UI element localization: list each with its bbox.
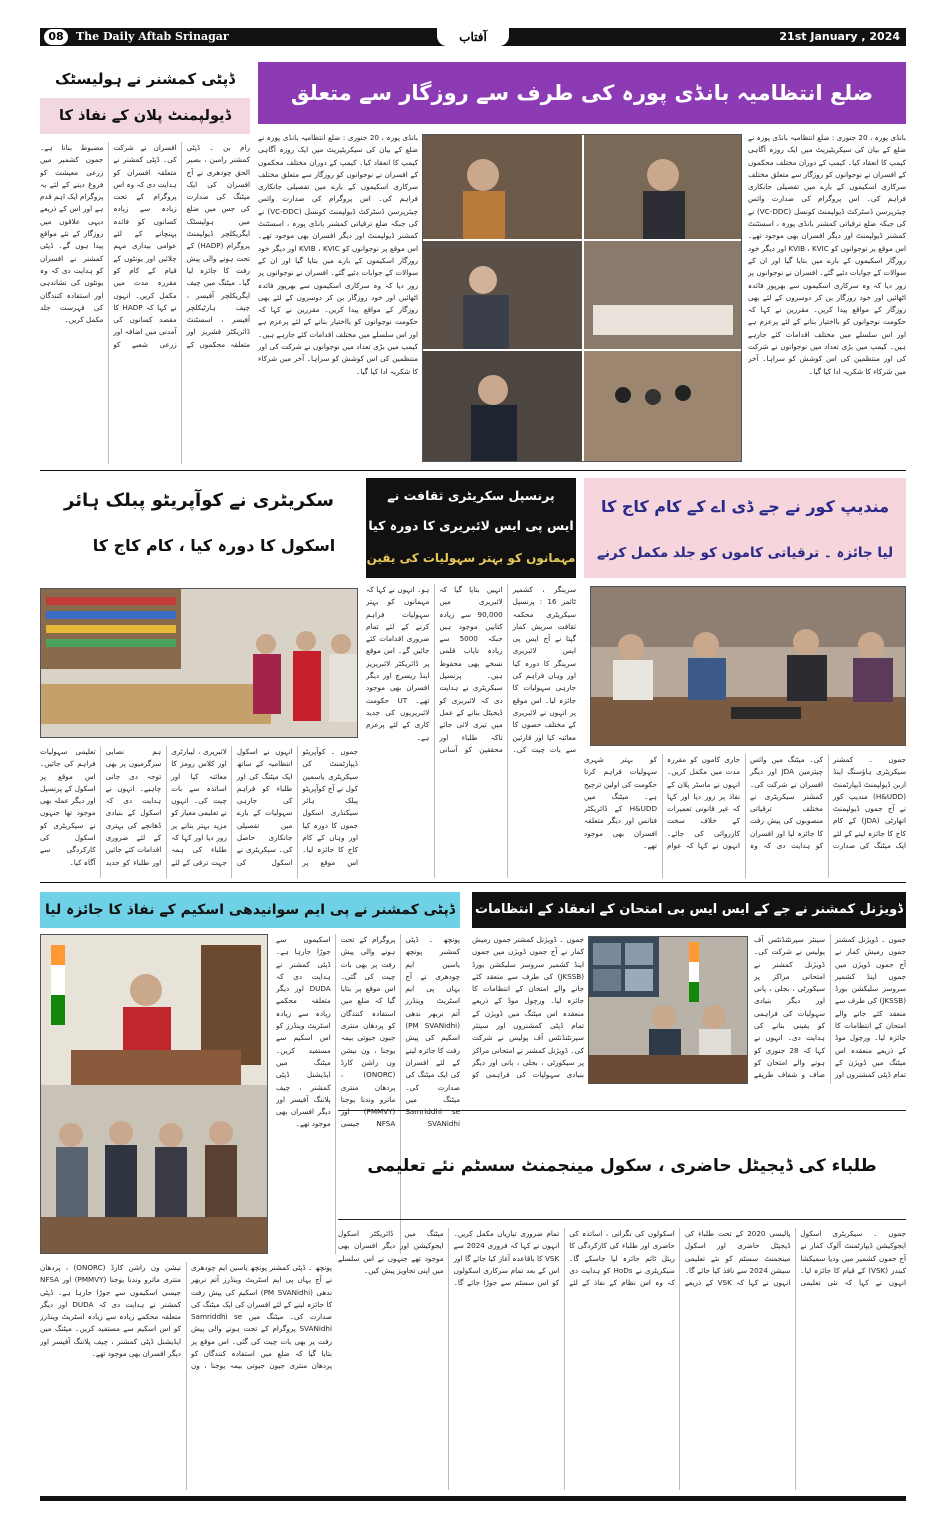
article-library-headline-2: ایس پی ایس لائبریری کا دورہ کیا	[368, 518, 574, 533]
article-vsk	[338, 1100, 906, 1492]
article-bandipora-headline: ضلع انتظامیہ بانڈی پورہ کی طرف سے روزگار سے متعلق	[258, 62, 906, 124]
issue-date: 21st January , 2024	[779, 30, 900, 43]
article-library-headline-3: مہمانوں کو بہتر سہولیات کی یقین	[366, 551, 576, 565]
article-bandipora-body-right: بانڈی پورہ ، 20 جنوری : ضلع انتظامیہ بانڈی پورہ نے ضلع کے بیان کی سیکریٹیریٹ میں ایک روزہ آگاہی کیمپ کا انعقاد کیا۔ کیمپ کے دوران مختلف محکموں کے افسران نے نوجوانوں کو روزگار سے متعلق مختلف سرکاری اسکیموں کے بارے میں تفصیلی جانکاری فراہم کی۔ اس پروگرام کی صدارت وائس چیئرپرسن ڈسٹرکٹ ڈیولپمنٹ کونسل (VC-DDC) نے کی جبکہ ضلع ترقیاتی کمشنر بانڈی پورہ ، اسسٹنٹ کمشنر ڈیولپمنٹ اور دیگر افسران بھی موجود تھے۔ اس موقع پر نوجوانوں کو KVIB ، KVIC اور دیگر خود روزگار اسکیموں کے بارے میں بتایا گیا اور ان کے سوالات کے جوابات دئیے گئے۔ افسران نے نوجوانوں پر زور دیا کہ وہ سرکاری اسکیموں سے بھرپور فائدہ اٹھائیں اور خود روزگار بن کر دوسروں کے لئے بھی روزگار کے مواقع پیدا کریں۔ مقررین نے کہا کہ حکومت نوجوانوں کو بااختیار بنانے کے لئے پرعزم ہے اور اس سلسلے میں مختلف اقدامات کئے جارہے ہیں۔ کیمپ میں بڑی تعداد میں نوجوانوں نے شرکت کی اور منتظمین کی اس کوشش کو سراہا۔ آخر میں شرکاء کا شکریہ ادا کیا گیا۔	[748, 133, 906, 376]
article-jkssb-exam	[472, 892, 906, 1092]
article-jkssb-headline: ڈویژنل کمشنر نے جے کے ایس ایس بی امتحان کے انعقاد کے انتظامات	[472, 892, 906, 928]
article-jda-body: جموں ۔ کمشنر سیکریٹری ہاؤسنگ اینڈ اربن ڈیولپمنٹ ڈیپارٹمنٹ (H&UDD) مندیپ کور نے آج جموں ڈیولپمنٹ اتھارٹی (JDA) کے کام کاج کا جائزہ لینے کے لئے ایک میٹنگ کی صدارت کی۔ میٹنگ میں وائس چیئرمین JDA اور دیگر افسران نے شرکت کی۔ کمشنر سیکریٹری نے مختلف ترقیاتی منصوبوں کی پیش رفت کا جائزہ لیا اور افسران کو ہدایت دی کہ وہ جاری کاموں کو مقررہ مدت میں مکمل کریں۔ انہوں نے ماسٹر پلان کے نفاذ پر زور دیا اور کہا کہ غیر قانونی تعمیرات کے خلاف سخت کارروائی کی جائے۔ انہوں نے کہا کہ عوام کو بہتر شہری سہولیات فراہم کرنا حکومت کی اولین ترجیح ہے۔ میٹنگ میں H&UDD کے ڈائریکٹر فنانس اور دیگر متعلقہ افسران بھی موجود تھے۔	[584, 755, 906, 851]
paper-logo: آفتاب	[437, 28, 509, 46]
article-school-headline-2: اسکول کا دورہ کیا ، کام کاج کا	[92, 536, 336, 555]
photo-svanidhi-meeting	[40, 934, 268, 1254]
photo-jkssb-image	[589, 937, 748, 1084]
article-school-headline-1: سکریٹری نے کوآپریٹو پبلک ہائر	[64, 490, 334, 511]
article-vsk-headline: طلباء کی ڈیجیٹل حاضری ، سکول مینجمنٹ سسٹم نئے تعلیمی	[338, 1110, 906, 1220]
article-jda-headline-box	[584, 478, 906, 578]
photo-jda-image	[591, 587, 906, 746]
article-hadp	[40, 62, 250, 466]
article-jkssb-body-b: جموں ۔ ڈویژنل کمشنر جموں رمیش کمار نے آج جموں ڈویژن میں جموں اینڈ کشمیر سروسز سلیکشن بورڈ (JKSSB) کی طرف سے منعقد کئے جانے والے امتحان کے انتظامات کا جائزہ لیا۔ ورچول موڈ کے ذریعے منعقدہ اس میٹنگ میں ڈویژن کے تمام ڈپٹی کمشنروں اور سینئر سپرنٹنڈنٹس آف پولیس نے شرکت کی۔ ڈویژنل کمشنر نے امتحانی مراکز پر سیکورٹی ، بجلی ، پانی اور دیگر بنیادی سہولیات کی فراہمی کو یقینی بنانے کی ہدایت دی۔ انہوں نے کہا کہ 28 جنوری کو ہونے والے امتحان کو صاف و شفاف طریقے	[754, 935, 906, 1080]
article-cooperative-school	[40, 478, 358, 878]
article-svanidhi-headline: ڈپٹی کمشنر نے پی ایم سوانیدھی اسکیم کے نفاذ کا جائزہ لیا	[40, 892, 460, 928]
masthead-bar	[40, 28, 906, 46]
page-number: 08	[44, 29, 68, 45]
article-library-headline-box	[366, 478, 576, 578]
article-jda-headline-1: مندیپ کور نے جے ڈی اے کے کام کاج کا	[600, 497, 890, 516]
article-hadp-body: رام بن ۔ ڈپٹی کمشنر رامبن ، بصیر الحق چودھری نے آج افسران کی ایک میٹنگ کی صدارت کی جس میں ضلع میں ہولیسٹک ایگریکلچر ڈیولپمنٹ پروگرام (HADP) کے تحت ہونے والی پیش رفت کا جائزہ لیا گیا۔ میٹنگ میں چیف ایگریکلچر آفیسر ، چیف ہارٹیکلچر آفیسر ، اسسٹنٹ ڈائریکٹر فشریز اور متعلقہ محکموں کے افسران نے شرکت کی۔ ڈپٹی کمشنر نے متعلقہ افسران کو ہدایت دی کہ وہ اس پروگرام کے تحت زیادہ سے زیادہ کسانوں کو فائدہ پہنچانے کے لئے عوامی بیداری مہم چلائیں اور یونٹوں کے قیام کے کام کو مقررہ مدت میں مکمل کریں۔ انہوں نے کہا کہ HADP کا مقصد کسانوں کی آمدنی میں اضافہ اور زرعی شعبے کو مضبوط بنانا ہے۔ جموں کشمیر میں زرعی معیشت کو فروغ دینے کے لئے یہ پروگرام ایک اہم قدم ہے اور اس کے ذریعے دیہی علاقوں میں روزگار کے نئے مواقع پیدا ہوں گے۔ ڈپٹی کمشنر نے افسران کو ہدایت دی کہ وہ یونٹوں کی نشاندہی اور استفادہ کنندگان کی فہرست جلد مکمل کریں۔	[40, 143, 250, 349]
paper-name: The Daily Aftab Srinagar	[76, 30, 229, 43]
article-library-headline-1: پرنسپل سکریٹری ثقافت نے	[387, 488, 555, 503]
article-library-body: سرینگر ، کشمیر ٹائمز 16 : پرنسپل سیکریٹری محکمہ ثقافت سریش کمار گپتا نے آج ایس پی ایس لائبریری سرینگر کا دورہ کیا اور وہاں فراہم کی جارہی سہولیات کا جائزہ لیا۔ اس موقع پر انہوں نے لائبریری کے مختلف حصوں کا معائنہ کیا اور قارئین سے بات چیت کی۔ انہیں بتایا گیا کہ لائبریری میں 90,000 سے زیادہ کتابیں موجود ہیں جبکہ 5000 سے زیادہ نایاب قلمی نسخے بھی محفوظ ہیں۔ پرنسپل سیکریٹری نے ہدایت دی کہ لائبریری کو ڈیجیٹل بنانے کے عمل میں تیزی لائی جائے تاکہ طلباء اور محققین کو آسانی ہو۔ انہوں نے کہا کہ مہمانوں کو بہتر سہولیات فراہم کرنے کے لئے تمام ضروری اقدامات کئے جائیں گے۔ اس موقع پر ڈائریکٹر لائبریریز اینڈ ریسرچ اور دیگر افسران بھی موجود تھے۔ UT حکومت لائبریریوں کی جدید کاری کے لئے پرعزم ہے۔	[366, 585, 576, 754]
article-jda-headline-2: لیا جائزہ ۔ ترقیاتی کاموں کو جلد مکمل کرنے	[596, 545, 894, 561]
article-bandipora-camp	[258, 62, 906, 466]
article-hadp-headline-1: ڈپٹی کمشنر نے ہولیسٹک	[55, 70, 235, 88]
photo-bandipora-camp	[422, 134, 742, 462]
article-attendance-body-left: پونچھ ۔ ڈپٹی کمشنر پونچھ یاسین ایم چودھری نے آج یہاں پی ایم اسٹریٹ وینڈرز آتم نربھر ندھی (PM SVANidhi) اسکیم کی پیش رفت کا جائزہ لینے کے لئے افسران کی ایک میٹنگ کی صدارت کی۔ میٹنگ میں Samriddhi se SVANidhi پروگرام کے تحت ہونے والی پیش رفت پر بھی بات چیت کی گئی۔ اس موقع پر بتایا گیا کہ ضلع میں استفادہ کنندگان کو پردھان منتری جیون جیوتی بیمہ یوجنا ، ون نیشن ون راشن کارڈ (ONORC) ، پردھان منتری ماترو وندنا یوجنا (PMMVY) اور NFSA جیسی اسکیموں سے جوڑا جارہا ہے۔ ڈپٹی کمشنر نے ہدایت دی کہ DUDA اور دیگر متعلقہ محکمے زیادہ سے زیادہ اسٹریٹ وینڈرز کو اس اسکیم سے مستفید کریں۔ میٹنگ میں ایڈیشنل ڈپٹی کمشنر ، چیف پلاننگ آفیسر اور دیگر افسران بھی موجود تھے۔	[40, 1263, 332, 1371]
divider-2	[40, 882, 906, 883]
article-sps-library	[366, 478, 576, 878]
divider-1	[40, 470, 906, 471]
photo-jkssb-meeting	[588, 936, 748, 1084]
article-school-body: جموں ۔ کوآپریٹو ڈیپارٹمنٹ کی سیکریٹری یاسمین کول نے آج کوآپریٹو پبلک ہائر سیکنڈری اسکول جموں کا دورہ کیا اور وہاں کے کام کاج کا جائزہ لیا۔ اس موقع پر انہوں نے اسکول انتظامیہ کے ساتھ ایک میٹنگ کی اور طلباء کو فراہم کی جارہی سہولیات کے بارے میں تفصیلی جانکاری حاصل کی۔ سیکریٹری نے اسکول کی لائبریری ، لیبارٹری اور کلاس رومز کا معائنہ کیا اور اساتذہ سے بات چیت کی۔ انہوں نے تعلیمی معیار کو مزید بہتر بنانے پر زور دیا اور کہا کہ طلباء کی ہمہ جہت ترقی کے لئے ہم نصابی سرگرمیوں پر بھی توجہ دی جانی چاہیے۔ انہوں نے ہدایت دی کہ اسکول کے بنیادی ڈھانچے کی بہتری کے لئے ضروری اقدامات کئے جائیں اور طلباء کو جدید تعلیمی سہولیات فراہم کی جائیں۔ اس موقع پر اسکول کے پرنسپل اور دیگر عملہ بھی موجود تھا جنہوں نے سیکریٹری کو اسکول کی کارکردگی سے آگاہ کیا۔	[40, 747, 358, 867]
photo-jda-meeting	[590, 586, 906, 746]
article-jkssb-body-a: جموں ۔ ڈویژنل کمشنر جموں رمیش کمار نے آج جموں ڈویژن میں جموں اینڈ کشمیر سروسز سلیکشن بورڈ (JKSSB) کی طرف سے منعقد کئے جانے والے امتحان کے انتظامات کا جائزہ لیا۔ ورچول موڈ کے ذریعے منعقدہ اس میٹنگ میں ڈویژن کے تمام ڈپٹی کمشنروں اور سینئر سپرنٹنڈنٹس آف پولیس نے شرکت کی۔ ڈویژنل کمشنر نے امتحانی مراکز پر سیکورٹی ، بجلی ، پانی اور دیگر بنیادی سہولیات کی فراہمی کو	[472, 935, 584, 1080]
article-hadp-headline-2: ڈیولپمنٹ پلان کے نفاذ کا	[40, 98, 250, 134]
photo-school-visit	[40, 588, 358, 738]
photo-svanidhi-image	[41, 935, 268, 1254]
photo-bandipora-image	[423, 135, 742, 462]
article-vsk-body: جموں ۔ سیکریٹری اسکول ایجوکیشن ڈیپارٹمنٹ آلوک کمار نے آج جموں کشمیر میں ودیا سمیکشا کیندر (VSK) کے قیام کا جائزہ لیا۔ انہوں نے کہا کہ نئی تعلیمی پالیسی 2020 کے تحت طلباء کی ڈیجیٹل حاضری اور اسکول مینجمنٹ سسٹم کو نئے تعلیمی سیشن 2024 سے نافذ کیا جائے گا۔ انہوں نے کہا کہ VSK کے ذریعے اسکولوں کی نگرانی ، اساتذہ کی حاضری اور طلباء کی کارکردگی کا ریئل ٹائم جائزہ لیا جاسکے گا۔ سیکریٹری نے HoDs کو ہدایت دی کہ وہ اس نظام کے نفاذ کے لئے تمام ضروری تیاریاں مکمل کریں۔ انہوں نے کہا کہ فروری 2024 سے VSK کا باقاعدہ آغاز کیا جائے گا اور اس کے بعد تمام سرکاری اسکولوں کو اس سسٹم سے جوڑا جائے گا۔ میٹنگ میں ڈائریکٹر اسکول ایجوکیشن اور دیگر افسران بھی موجود تھے جنہوں نے اس سلسلے میں اپنی تجاویز پیش کیں۔	[338, 1229, 906, 1288]
article-jda-review	[584, 478, 906, 878]
photo-school-image	[41, 589, 358, 738]
bottom-rule	[40, 1496, 906, 1501]
article-svanidhi-body: پونچھ ۔ ڈپٹی کمشنر پونچھ یاسین ایم چودھری نے آج یہاں پی ایم اسٹریٹ وینڈرز آتم نربھر ندھی (PM SVANidhi) اسکیم کی پیش رفت کا جائزہ لینے کے لئے افسران کی ایک میٹنگ کی صدارت کی۔ میٹنگ میں Samriddhi se SVANidhi پروگرام کے تحت ہونے والی پیش رفت پر بھی بات چیت کی گئی۔ اس موقع پر بتایا گیا کہ ضلع میں استفادہ کنندگان کو پردھان منتری جیون جیوتی بیمہ یوجنا ، ون نیشن ون راشن کارڈ (ONORC) ، پردھان منتری ماترو وندنا یوجنا (PMMVY) اور NFSA جیسی اسکیموں سے جوڑا جارہا ہے۔ ڈپٹی کمشنر نے ہدایت دی کہ DUDA اور دیگر متعلقہ محکمے زیادہ سے زیادہ اسٹریٹ وینڈرز کو اس اسکیم سے مستفید کریں۔ میٹنگ میں ایڈیشنل ڈپٹی کمشنر ، چیف پلاننگ آفیسر اور دیگر افسران بھی موجود تھے۔	[276, 935, 460, 1129]
article-bandipora-body-left: بانڈی پورہ ، 20 جنوری : ضلع انتظامیہ بانڈی پورہ نے ضلع کے بیان کی سیکریٹیریٹ میں ایک روزہ آگاہی کیمپ کا انعقاد کیا۔ کیمپ کے دوران مختلف محکموں کے افسران نے نوجوانوں کو روزگار سے متعلق مختلف سرکاری اسکیموں کے بارے میں تفصیلی جانکاری فراہم کی۔ اس پروگرام کی صدارت وائس چیئرپرسن ڈسٹرکٹ ڈیولپمنٹ کونسل (VC-DDC) نے کی جبکہ ضلع ترقیاتی کمشنر بانڈی پورہ ، اسسٹنٹ کمشنر ڈیولپمنٹ اور دیگر افسران بھی موجود تھے۔ اس موقع پر نوجوانوں کو KVIB ، KVIC اور دیگر خود روزگار اسکیموں کے بارے میں بتایا گیا اور ان کے سوالات کے جوابات دئیے گئے۔ افسران نے نوجوانوں پر زور دیا کہ وہ سرکاری اسکیموں سے بھرپور فائدہ اٹھائیں اور خود روزگار بن کر دوسروں کے لئے بھی روزگار کے مواقع پیدا کریں۔ مقررین نے کہا کہ حکومت نوجوانوں کو بااختیار بنانے کے لئے پرعزم ہے اور اس سلسلے میں مختلف اقدامات کئے جارہے ہیں۔ کیمپ میں بڑی تعداد میں نوجوانوں نے شرکت کی اور منتظمین کی اس کوشش کو سراہا۔ آخر میں شرکاء کا شکریہ ادا کیا گیا۔	[258, 133, 418, 376]
